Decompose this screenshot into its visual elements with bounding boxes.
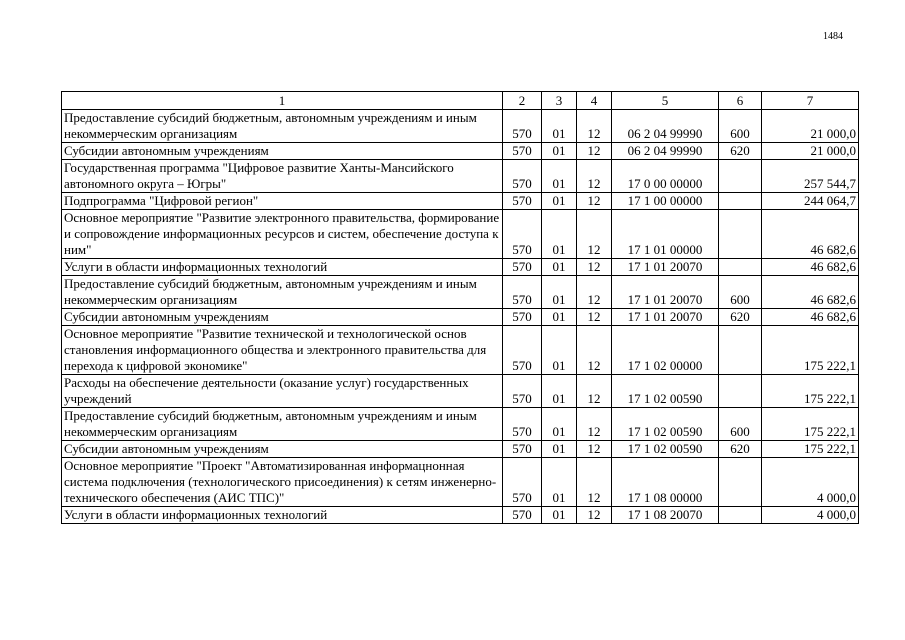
row-expense-type — [719, 375, 762, 408]
row-subsection-code: 12 — [577, 408, 612, 441]
table-row — [62, 143, 859, 160]
row-expense-type — [719, 259, 762, 276]
row-target-code: 17 1 08 20070 — [612, 507, 719, 524]
header-col-7: 7 — [762, 92, 859, 110]
row-section-code: 01 — [542, 210, 577, 259]
row-amount: 4 000,0 — [762, 458, 859, 507]
row-name: Основное мероприятие "Развитие технической и технологической основ становления информационного общества и электронного правительства для перехода к цифровой экономике" — [62, 326, 503, 375]
table-row — [62, 259, 859, 276]
row-section-code: 01 — [542, 276, 577, 309]
row-name: Субсидии автономным учреждениям — [62, 143, 503, 160]
row-section-code: 01 — [542, 309, 577, 326]
row-name: Услуги в области информационных технологий — [62, 259, 503, 276]
row-section-code: 01 — [542, 326, 577, 375]
table-row — [62, 309, 859, 326]
row-subsection-code: 12 — [577, 210, 612, 259]
row-section-code: 01 — [542, 160, 577, 193]
row-name: Основное мероприятие "Проект "Автоматизированная информацнонная система подключения (технологического присоединения) к сетям инженерно-технического обеспечения (АИС ТПС)" — [62, 458, 503, 507]
row-subsection-code: 12 — [577, 326, 612, 375]
row-ministry-code: 570 — [503, 441, 542, 458]
row-target-code: 17 1 08 00000 — [612, 458, 719, 507]
row-subsection-code: 12 — [577, 193, 612, 210]
row-target-code: 17 1 02 00000 — [612, 326, 719, 375]
table-row — [62, 160, 859, 193]
row-target-code: 17 1 02 00590 — [612, 408, 719, 441]
row-subsection-code: 12 — [577, 110, 612, 143]
row-ministry-code: 570 — [503, 326, 542, 375]
header-col-5: 5 — [612, 92, 719, 110]
row-ministry-code: 570 — [503, 507, 542, 524]
page-number: 1484 — [823, 31, 843, 42]
table-row — [62, 110, 859, 143]
row-ministry-code: 570 — [503, 309, 542, 326]
table-row — [62, 375, 859, 408]
row-expense-type: 600 — [719, 276, 762, 309]
row-amount: 21 000,0 — [762, 110, 859, 143]
table-header-row — [62, 92, 859, 110]
row-section-code: 01 — [542, 143, 577, 160]
row-amount: 46 682,6 — [762, 276, 859, 309]
row-ministry-code: 570 — [503, 160, 542, 193]
row-target-code: 17 1 01 20070 — [612, 259, 719, 276]
row-target-code: 17 1 01 20070 — [612, 309, 719, 326]
row-target-code: 06 2 04 99990 — [612, 110, 719, 143]
header-col-3: 3 — [542, 92, 577, 110]
row-name: Расходы на обеспечение деятельности (оказание услуг) государственных учреждений — [62, 375, 503, 408]
row-subsection-code: 12 — [577, 259, 612, 276]
row-name: Субсидии автономным учреждениям — [62, 309, 503, 326]
row-expense-type — [719, 193, 762, 210]
row-ministry-code: 570 — [503, 408, 542, 441]
row-expense-type: 620 — [719, 309, 762, 326]
row-name: Предоставление субсидий бюджетным, автономным учреждениям и иным некоммерческим организациям — [62, 408, 503, 441]
row-target-code: 17 1 02 00590 — [612, 375, 719, 408]
row-ministry-code: 570 — [503, 458, 542, 507]
row-section-code: 01 — [542, 193, 577, 210]
row-amount: 46 682,6 — [762, 259, 859, 276]
row-subsection-code: 12 — [577, 143, 612, 160]
row-target-code: 17 1 00 00000 — [612, 193, 719, 210]
row-subsection-code: 12 — [577, 276, 612, 309]
table-row — [62, 193, 859, 210]
table-row — [62, 276, 859, 309]
row-expense-type: 620 — [719, 441, 762, 458]
row-expense-type — [719, 326, 762, 375]
row-section-code: 01 — [542, 458, 577, 507]
row-amount: 175 222,1 — [762, 375, 859, 408]
row-section-code: 01 — [542, 110, 577, 143]
header-col-2: 2 — [503, 92, 542, 110]
row-ministry-code: 570 — [503, 276, 542, 309]
row-target-code: 17 0 00 00000 — [612, 160, 719, 193]
row-expense-type — [719, 507, 762, 524]
row-section-code: 01 — [542, 375, 577, 408]
table-row — [62, 507, 859, 524]
row-expense-type — [719, 458, 762, 507]
row-expense-type — [719, 160, 762, 193]
header-col-6: 6 — [719, 92, 762, 110]
row-section-code: 01 — [542, 441, 577, 458]
row-amount: 175 222,1 — [762, 326, 859, 375]
row-target-code: 06 2 04 99990 — [612, 143, 719, 160]
row-subsection-code: 12 — [577, 375, 612, 408]
row-amount: 244 064,7 — [762, 193, 859, 210]
header-col-4: 4 — [577, 92, 612, 110]
row-ministry-code: 570 — [503, 143, 542, 160]
row-section-code: 01 — [542, 259, 577, 276]
row-name: Основное мероприятие "Развитие электронного правительства, формирование и сопровождение информационных ресурсов и систем, обеспечение доступа к ним" — [62, 210, 503, 259]
row-amount: 257 544,7 — [762, 160, 859, 193]
row-name: Субсидии автономным учреждениям — [62, 441, 503, 458]
row-section-code: 01 — [542, 507, 577, 524]
row-ministry-code: 570 — [503, 259, 542, 276]
row-section-code: 01 — [542, 408, 577, 441]
row-ministry-code: 570 — [503, 193, 542, 210]
row-ministry-code: 570 — [503, 110, 542, 143]
row-expense-type: 620 — [719, 143, 762, 160]
row-subsection-code: 12 — [577, 507, 612, 524]
row-target-code: 17 1 01 20070 — [612, 276, 719, 309]
row-target-code: 17 1 02 00590 — [612, 441, 719, 458]
row-expense-type — [719, 210, 762, 259]
table-row — [62, 408, 859, 441]
row-target-code: 17 1 01 00000 — [612, 210, 719, 259]
row-amount: 21 000,0 — [762, 143, 859, 160]
table-row — [62, 441, 859, 458]
row-amount: 46 682,6 — [762, 309, 859, 326]
row-name: Подпрограмма "Цифровой регион" — [62, 193, 503, 210]
row-amount: 46 682,6 — [762, 210, 859, 259]
row-subsection-code: 12 — [577, 309, 612, 326]
row-subsection-code: 12 — [577, 458, 612, 507]
row-ministry-code: 570 — [503, 375, 542, 408]
row-subsection-code: 12 — [577, 160, 612, 193]
row-name: Государственная программа "Цифровое развитие Ханты-Мансийского автономного округа – Югры" — [62, 160, 503, 193]
row-expense-type: 600 — [719, 408, 762, 441]
table-row — [62, 458, 859, 507]
row-name: Предоставление субсидий бюджетным, автономным учреждениям и иным некоммерческим организациям — [62, 110, 503, 143]
row-subsection-code: 12 — [577, 441, 612, 458]
row-name: Услуги в области информационных технологий — [62, 507, 503, 524]
row-amount: 175 222,1 — [762, 441, 859, 458]
row-name: Предоставление субсидий бюджетным, автономным учреждениям и иным некоммерческим организациям — [62, 276, 503, 309]
row-ministry-code: 570 — [503, 210, 542, 259]
table-row — [62, 326, 859, 375]
row-amount: 175 222,1 — [762, 408, 859, 441]
budget-table — [61, 91, 859, 524]
table-row — [62, 210, 859, 259]
row-amount: 4 000,0 — [762, 507, 859, 524]
header-col-1: 1 — [62, 92, 503, 110]
row-expense-type: 600 — [719, 110, 762, 143]
